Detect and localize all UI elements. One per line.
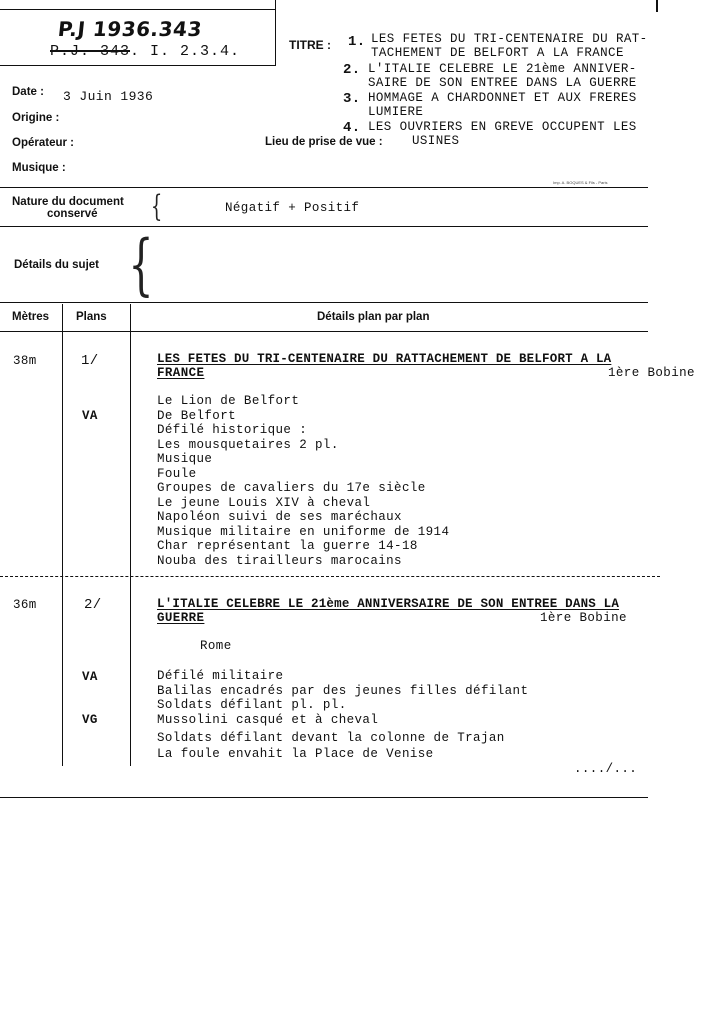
col-plans-header: Plans xyxy=(76,311,107,323)
details-sujet-label: Détails du sujet xyxy=(14,259,99,271)
titre-label: TITRE : xyxy=(289,38,331,52)
title-3-line2: LUMIERE xyxy=(368,105,424,119)
list-item: Char représentant la guerre 14-18 xyxy=(157,539,418,553)
reference-old: P.J. 343 xyxy=(50,43,131,60)
nature-brace: { xyxy=(150,189,163,224)
list-item: Les mousquetaires 2 pl. xyxy=(157,437,339,452)
reference-new: . I. 2.3.4. xyxy=(130,43,241,60)
section1-title-1: LES FETES DU TRI-CENTENAIRE DU RATTACHEMENT DE BELFORT A LA xyxy=(157,352,612,366)
section1-list xyxy=(157,394,449,568)
title-4-line2: USINES xyxy=(412,134,460,148)
printer-note: Imp. A. BOQUES & Fils - Paris xyxy=(553,180,608,185)
title-1-line2: TACHEMENT DE BELFORT A LA FRANCE xyxy=(371,46,624,60)
nature-label-1: Nature du document xyxy=(12,196,124,208)
list-item: Soldats défilant devant la colonne de Trajan xyxy=(157,731,505,745)
title-1-line1: LES FETES DU TRI-CENTENAIRE DU RAT- xyxy=(371,32,648,46)
table-top-line xyxy=(0,302,648,303)
section1-va: VA xyxy=(82,409,98,423)
list-item: Le Lion de Belfort xyxy=(157,394,300,408)
list-item: Mussolini casqué et à cheval xyxy=(157,712,379,727)
section1-title-2: FRANCE xyxy=(157,366,205,380)
origine-label: Origine : xyxy=(12,112,60,124)
musique-label: Musique : xyxy=(12,162,66,174)
list-item: Soldats défilant pl. pl. xyxy=(157,698,347,712)
title-2-line2: SAIRE DE SON ENTREE DANS LA GUERRE xyxy=(368,76,637,90)
list-item: Défilé militaire xyxy=(157,669,284,683)
nature-label-2: conservé xyxy=(47,208,98,220)
date-value: 3 Juin 1936 xyxy=(63,89,154,104)
list-item: Nouba des tirailleurs marocains xyxy=(157,553,402,568)
section1-bobine: 1ère Bobine xyxy=(608,366,695,380)
list-item: Foule xyxy=(157,466,197,481)
col-details-header: Détails plan par plan xyxy=(317,311,430,323)
ref-box-bottom xyxy=(0,65,276,66)
section2-bobine: 1ère Bobine xyxy=(540,611,627,625)
title-4-num: 4. xyxy=(343,120,361,136)
section2-list xyxy=(157,669,528,761)
date-label: Date : xyxy=(12,86,44,98)
page-bottom-line xyxy=(0,797,648,798)
list-item: Musique xyxy=(157,452,213,466)
title-3-num: 3. xyxy=(343,91,361,107)
section1-plan: 1/ xyxy=(81,353,99,369)
section2-title-1: L'ITALIE CELEBRE LE 21ème ANNIVERSAIRE DE SON ENTREE DANS LA xyxy=(157,597,620,611)
section2-plan: 2/ xyxy=(84,597,102,613)
continued-marker: ..../... xyxy=(574,762,638,776)
title-4-line1: LES OUVRIERS EN GREVE OCCUPENT LES xyxy=(368,120,637,134)
list-item: Groupes de cavaliers du 17e siècle xyxy=(157,481,426,495)
ref-box-mid xyxy=(0,9,276,10)
col-separator-2 xyxy=(130,304,131,766)
table-header-line xyxy=(0,331,648,332)
section2-va: VA xyxy=(82,670,98,684)
details-brace: { xyxy=(128,226,154,303)
meta-divider xyxy=(0,187,648,188)
list-item: Défilé historique : xyxy=(157,423,308,437)
title-2-line1: L'ITALIE CELEBRE LE 21ème ANNIVER- xyxy=(368,62,637,76)
list-item: La foule envahit la Place de Venise xyxy=(157,746,434,761)
list-item: Musique militaire en uniforme de 1914 xyxy=(157,524,450,539)
section1-metres: 38m xyxy=(13,354,37,368)
operateur-label: Opérateur : xyxy=(12,137,74,149)
right-edge-mark xyxy=(656,0,658,12)
section2-vg: VG xyxy=(82,713,98,727)
col-separator-1 xyxy=(62,304,63,766)
title-2-num: 2. xyxy=(343,62,361,78)
list-item: Napoléon suivi de ses maréchaux xyxy=(157,510,402,524)
col-metres-header: Mètres xyxy=(12,311,50,323)
list-item: De Belfort xyxy=(157,408,237,423)
title-3-line1: HOMMAGE A CHARDONNET ET AUX FRERES xyxy=(368,91,637,105)
nature-divider xyxy=(0,226,648,227)
list-item: Balilas encadrés par des jeunes filles défilant xyxy=(157,683,529,698)
section2-subtitle: Rome xyxy=(200,639,232,653)
reference-line xyxy=(50,43,240,60)
section2-metres: 36m xyxy=(13,598,37,612)
section-divider xyxy=(0,576,660,577)
reference-handwritten: P.J 1936.343 xyxy=(56,17,204,41)
title-1-num: 1. xyxy=(348,34,366,50)
nature-value: Négatif + Positif xyxy=(225,201,360,215)
list-item: Le jeune Louis XIV à cheval xyxy=(157,495,371,510)
lieu-label: Lieu de prise de vue : xyxy=(265,136,383,148)
section2-title-2: GUERRE xyxy=(157,611,205,625)
